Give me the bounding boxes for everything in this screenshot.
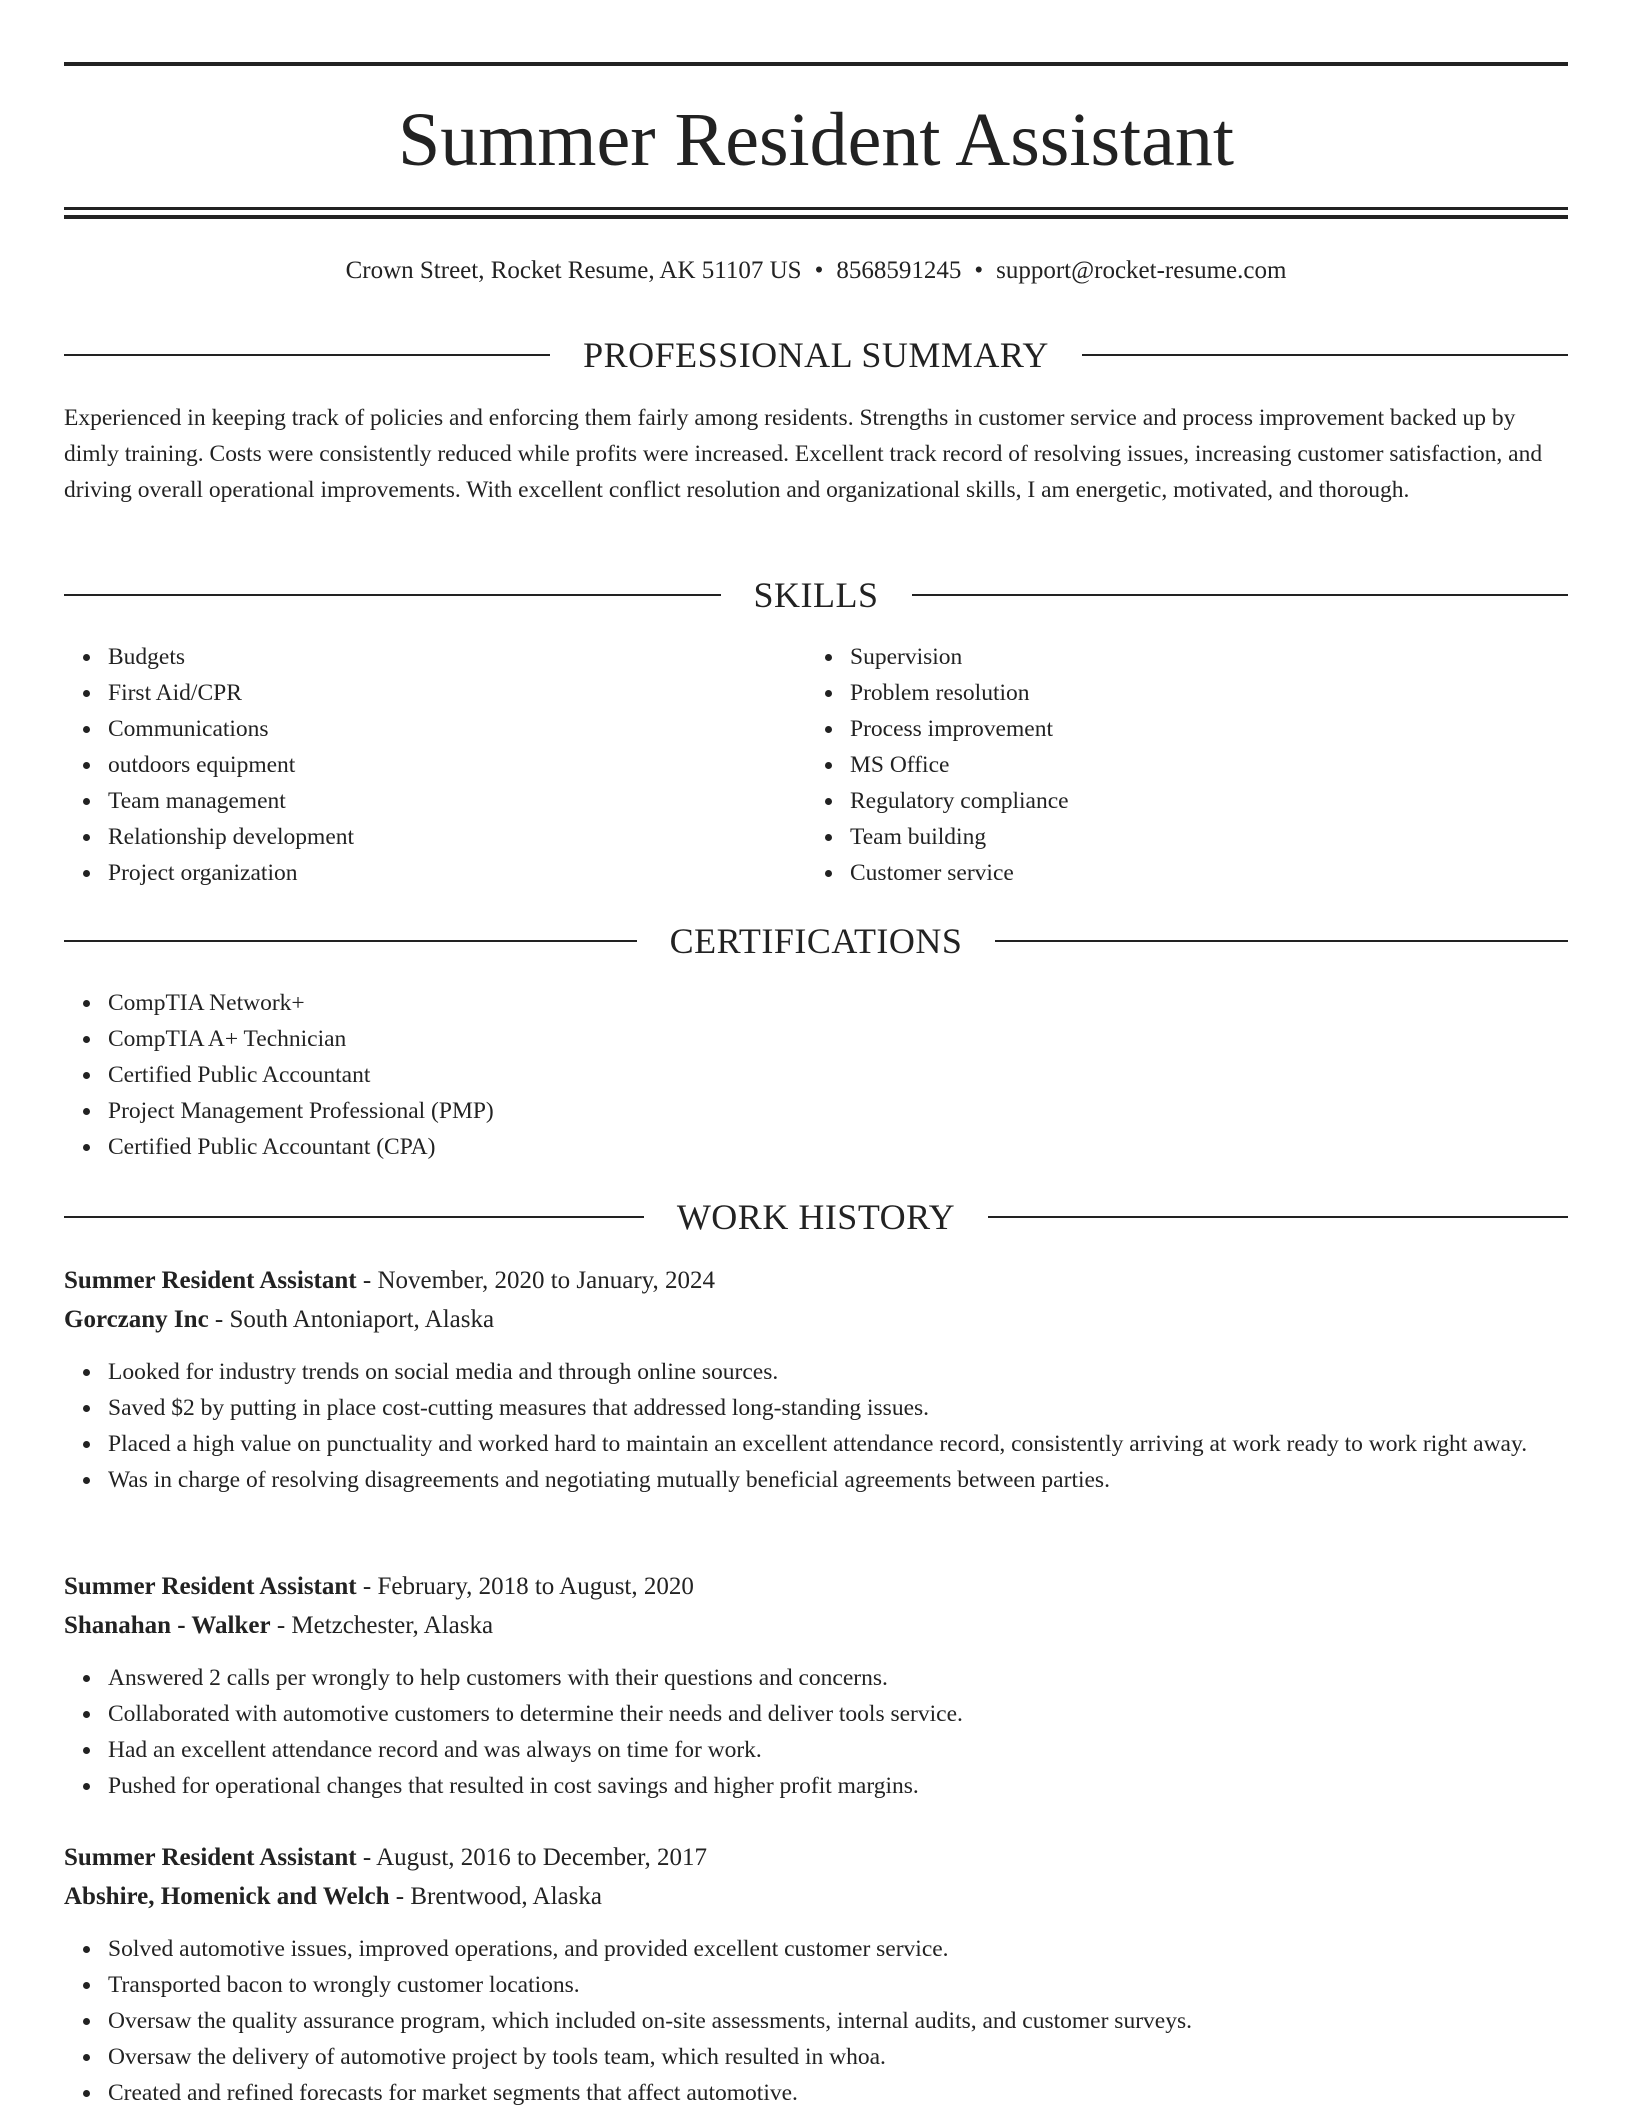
job-title-line bbox=[64, 1838, 1568, 1877]
job-bullets bbox=[64, 1660, 1568, 1804]
title-rule-lower bbox=[64, 215, 1568, 219]
job-bullet: Oversaw the delivery of automotive project by tools team, which resulted in whoa. bbox=[108, 2039, 1568, 2075]
job-title-line bbox=[64, 1261, 1568, 1300]
heading-rule bbox=[64, 594, 721, 596]
job-bullet: Collaborated with automotive customers to determine their needs and deliver tools service. bbox=[108, 1696, 1568, 1732]
heading-rule bbox=[64, 1216, 644, 1218]
skill-item: Problem resolution bbox=[850, 675, 1506, 711]
skill-item: Process improvement bbox=[850, 711, 1506, 747]
skill-item: MS Office bbox=[850, 747, 1506, 783]
job-bullets bbox=[64, 1931, 1568, 2111]
skill-item: Project organization bbox=[108, 855, 764, 891]
job-entry bbox=[64, 1261, 1568, 1498]
job-bullet: Saved $2 by putting in place cost-cutting measures that addressed long-standing issues. bbox=[108, 1390, 1568, 1426]
certification-item: CompTIA A+ Technician bbox=[108, 1021, 1568, 1057]
certification-item: Certified Public Accountant bbox=[108, 1057, 1568, 1093]
job-entry bbox=[64, 1567, 1568, 1804]
job-bullet: Placed a high value on punctuality and worked hard to maintain an excellent attendance record, consistently arriving at work ready to work right away. bbox=[108, 1426, 1568, 1462]
job-location: - South Antoniaport, Alaska bbox=[208, 1306, 495, 1333]
skill-item: Team management bbox=[108, 783, 764, 819]
skills-column-left bbox=[64, 639, 764, 891]
skill-item: Supervision bbox=[850, 639, 1506, 675]
job-dates: - November, 2020 to January, 2024 bbox=[356, 1267, 716, 1294]
summary-text: Experienced in keeping track of policies and enforcing them fairly among residents. Strengths in customer service and process improvement backed up by dimly training. Costs were consistently reduced while profits were increased. Excellent track record of resolving issues, increasing customer satisfaction, and driving overall operational improvements. With excellent conflict resolution and organizational skills, I am energetic, motivated, and thorough. bbox=[64, 405, 1543, 503]
skills-list-right bbox=[806, 639, 1506, 891]
job-bullet: Had an excellent attendance record and was always on time for work. bbox=[108, 1732, 1568, 1768]
resume-title: Summer Resident Assistant bbox=[398, 98, 1234, 182]
certifications-heading-label: CERTIFICATIONS bbox=[669, 921, 963, 961]
job-bullet: Answered 2 calls per wrongly to help customers with their questions and concerns. bbox=[108, 1660, 1568, 1696]
heading-rule bbox=[64, 354, 550, 356]
certification-item: Project Management Professional (PMP) bbox=[108, 1093, 1568, 1129]
heading-rule bbox=[912, 594, 1569, 596]
skills-heading bbox=[64, 575, 1568, 615]
certification-item: Certified Public Accountant (CPA) bbox=[108, 1129, 1568, 1165]
skills-heading-label: SKILLS bbox=[753, 575, 879, 615]
skill-item: First Aid/CPR bbox=[108, 675, 764, 711]
job-location: - Brentwood, Alaska bbox=[389, 1883, 602, 1910]
job-bullet: Looked for industry trends on social media and through online sources. bbox=[108, 1354, 1568, 1390]
job-location: - Metzchester, Alaska bbox=[270, 1612, 494, 1639]
job-title-line bbox=[64, 1567, 1568, 1606]
heading-rule bbox=[995, 940, 1568, 942]
job-bullet: Oversaw the quality assurance program, which included on-site assessments, internal audits, and customer surveys. bbox=[108, 2003, 1568, 2039]
skill-item: Budgets bbox=[108, 639, 764, 675]
skills-column-right bbox=[806, 639, 1506, 891]
job-company: Abshire, Homenick and Welch bbox=[64, 1883, 390, 1910]
contact-separator: • bbox=[814, 257, 824, 284]
heading-rule bbox=[1082, 354, 1568, 356]
job-bullet: Was in charge of resolving disagreements and negotiating mutually beneficial agreements between parties. bbox=[108, 1462, 1568, 1498]
heading-rule bbox=[988, 1216, 1568, 1218]
contact-separator: • bbox=[974, 257, 984, 284]
job-company-line bbox=[64, 1606, 1568, 1645]
skill-item: outdoors equipment bbox=[108, 747, 764, 783]
job-title: Summer Resident Assistant bbox=[64, 1267, 357, 1294]
job-dates: - February, 2018 to August, 2020 bbox=[356, 1573, 694, 1600]
contact-phone: 8568591245 bbox=[836, 257, 962, 284]
heading-rule bbox=[64, 940, 637, 942]
work-history-heading bbox=[64, 1197, 1568, 1237]
skill-item: Relationship development bbox=[108, 819, 764, 855]
job-company-line bbox=[64, 1877, 1568, 1916]
title-rule-upper bbox=[64, 207, 1568, 210]
summary-heading-label: PROFESSIONAL SUMMARY bbox=[583, 335, 1049, 375]
contact-address: Crown Street, Rocket Resume, AK 51107 US bbox=[345, 257, 802, 284]
certification-item: CompTIA Network+ bbox=[108, 985, 1568, 1021]
job-company-line bbox=[64, 1300, 1568, 1339]
certifications-block bbox=[64, 985, 1568, 1165]
contact-line bbox=[64, 255, 1568, 287]
job-entry bbox=[64, 1838, 1568, 2111]
job-company: Gorczany Inc bbox=[64, 1306, 209, 1333]
certifications-list bbox=[64, 985, 1568, 1165]
certifications-heading bbox=[64, 921, 1568, 961]
summary-heading bbox=[64, 335, 1568, 375]
skill-item: Regulatory compliance bbox=[850, 783, 1506, 819]
job-bullet: Transported bacon to wrongly customer locations. bbox=[108, 1967, 1568, 2003]
skill-item: Customer service bbox=[850, 855, 1506, 891]
job-dates: - August, 2016 to December, 2017 bbox=[356, 1844, 707, 1871]
job-title: Summer Resident Assistant bbox=[64, 1844, 357, 1871]
job-bullets bbox=[64, 1354, 1568, 1498]
job-bullet: Created and refined forecasts for market segments that affect automotive. bbox=[108, 2075, 1568, 2111]
skills-list-left bbox=[64, 639, 764, 891]
skill-item: Team building bbox=[850, 819, 1506, 855]
skill-item: Communications bbox=[108, 711, 764, 747]
top-rule bbox=[64, 62, 1568, 66]
job-bullet: Solved automotive issues, improved operations, and provided excellent customer service. bbox=[108, 1931, 1568, 1967]
job-title: Summer Resident Assistant bbox=[64, 1573, 357, 1600]
contact-email: support@rocket-resume.com bbox=[996, 257, 1287, 284]
work-history-heading-label: WORK HISTORY bbox=[676, 1197, 956, 1237]
job-bullet: Pushed for operational changes that resulted in cost savings and higher profit margins. bbox=[108, 1768, 1568, 1804]
job-company: Shanahan - Walker bbox=[64, 1612, 271, 1639]
